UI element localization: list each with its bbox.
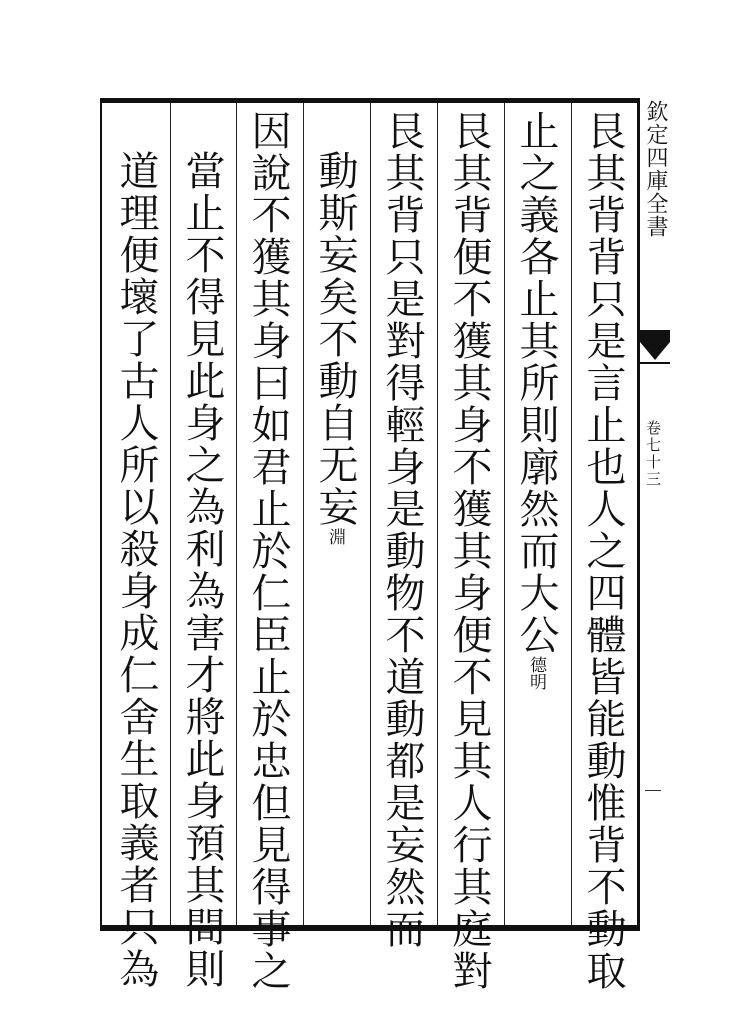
column-text: 艮其背背只是言止也人之四體皆能動惟背不動取: [580, 110, 626, 992]
frame-left-border: [100, 98, 102, 931]
column-rule: [437, 103, 438, 925]
fishtail-mark: [640, 330, 670, 360]
text-column: [246, 110, 290, 992]
column-rule: [236, 103, 237, 925]
column-rule: [370, 103, 371, 925]
column-text: 當止不得見此身之為利為害才將此身預其間則: [179, 150, 225, 990]
column-rule: [170, 103, 171, 925]
text-column: [380, 110, 424, 950]
text-column: [514, 110, 558, 690]
text-column: [313, 150, 357, 545]
margin-volume-label: 卷七十三: [644, 420, 662, 488]
margin-book-title: 欽定四庫全書: [643, 100, 668, 238]
text-column: [447, 110, 491, 992]
annotation-note: 淵: [325, 528, 345, 545]
column-rule: [504, 103, 505, 925]
text-column: [114, 150, 158, 990]
column-rule: [571, 103, 572, 925]
margin-edge-mark: [645, 790, 661, 791]
text-column: [180, 150, 224, 990]
text-column: [581, 110, 625, 992]
column-rule: [303, 103, 304, 925]
fishtail-line: [640, 362, 670, 364]
column-text: 艮其背只是對得輕身是動物不道動都是妄然而: [379, 110, 425, 950]
column-text: 止之義各止其所則廓然而大公: [513, 110, 559, 656]
column-text: 艮其背便不獲其身不獲其身便不見其人行其庭對: [446, 110, 492, 992]
frame-right-border: [637, 98, 640, 931]
column-text: 道理便壞了古人所以殺身成仁舍生取義者只為: [113, 150, 159, 990]
column-text: 動斯妄矣不動自无妄: [312, 150, 358, 528]
annotation-note: 德明: [526, 656, 546, 690]
column-text: 因說不獲其身曰如君止於仁臣止於忠但見得事之: [245, 110, 291, 992]
